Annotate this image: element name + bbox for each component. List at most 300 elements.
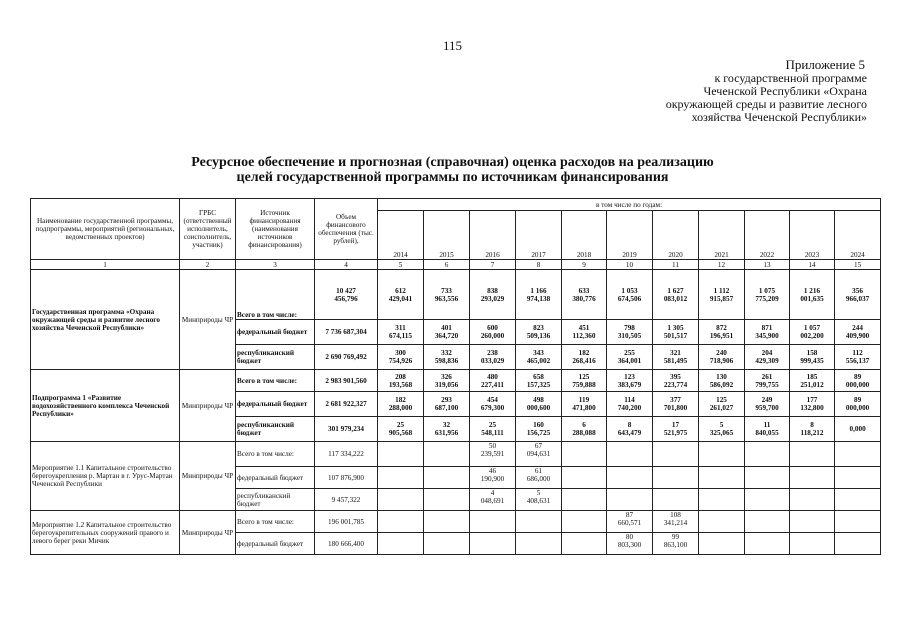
- year-value: [424, 489, 470, 511]
- column-number: 1: [31, 260, 180, 270]
- year-value: [470, 370, 516, 392]
- year-value: [424, 467, 470, 489]
- table-row: [31, 270, 881, 320]
- cell-value-part: 498: [533, 396, 544, 404]
- cell-value-part: 480: [487, 372, 498, 381]
- cell-value-part: 196,951: [709, 332, 734, 340]
- funding-source: федеральный бюджет: [236, 533, 315, 555]
- cell-value-part: 261: [761, 372, 773, 381]
- cell-value-part: 158: [806, 349, 818, 357]
- program-name: Мероприятие 1.1 Капитальное строительство берегоукрепления р. Мартан в г. Урус-Мартан Чеченской Республики: [31, 442, 180, 511]
- year-value: [607, 511, 653, 533]
- year-value: [562, 417, 607, 442]
- year-value: [607, 533, 653, 555]
- cell-value-part: 112,360: [572, 332, 596, 340]
- year-value: [653, 370, 699, 392]
- cell-value-part: 117 334,222: [328, 450, 364, 458]
- funding-source: Всего в том числе:: [236, 442, 315, 467]
- cell-value-part: 001,635: [800, 294, 824, 303]
- year-value: [745, 417, 790, 442]
- year-value: [835, 467, 881, 489]
- funding-source: федеральный бюджет: [236, 467, 315, 489]
- year-value: [562, 392, 607, 417]
- cell-value-part: 1 112: [713, 286, 730, 295]
- cell-value-part: 123: [624, 372, 635, 381]
- year-value: [470, 345, 516, 370]
- cell-value-part: 345,900: [755, 332, 779, 340]
- cell-value-part: 966,037: [845, 294, 870, 303]
- cell-value-part: 25: [396, 421, 405, 429]
- year-value: [378, 417, 424, 442]
- year-value: [699, 320, 745, 345]
- year-value: [562, 345, 607, 370]
- header-year: 2018: [562, 211, 607, 260]
- cell-value-part: 429,309: [755, 357, 779, 365]
- year-value: [470, 417, 516, 442]
- cell-value-part: 132,800: [800, 404, 824, 412]
- cell-value-part: 581,495: [663, 357, 688, 365]
- appendix-line: хозяйства Чеченской Республики»: [691, 110, 867, 124]
- cell-value-part: 548,111: [481, 429, 504, 437]
- column-number: 12: [699, 260, 745, 270]
- cell-value-part: 799,755: [755, 380, 779, 389]
- year-value: [607, 392, 653, 417]
- cell-value-part: 033,029: [480, 357, 505, 365]
- year-value: [516, 417, 562, 442]
- appendix-line: окружающей среды и развитие лесного: [665, 97, 867, 111]
- cell-value-part: 000,000: [845, 380, 870, 389]
- year-value: [745, 345, 790, 370]
- funding-source: Всего в том числе:: [236, 511, 315, 533]
- year-value: [790, 417, 835, 442]
- header-source: Источник финансирования (наименования источников финансирования): [236, 199, 315, 260]
- funding-source: республиканский бюджет: [236, 345, 315, 370]
- cell-value-part: 356: [852, 286, 863, 295]
- year-value: [653, 442, 699, 467]
- column-number: 10: [607, 260, 653, 270]
- year-value: [516, 467, 562, 489]
- year-value: [562, 489, 607, 511]
- column-number: 3: [236, 260, 315, 270]
- cell-value-part: 2 681 922,327: [325, 400, 367, 408]
- column-number: 11: [653, 260, 699, 270]
- cell-value-part: 125: [716, 396, 727, 404]
- header-year: 2020: [653, 211, 699, 260]
- year-value: [562, 533, 607, 555]
- cell-value-part: 87: [625, 511, 634, 519]
- column-number: 2: [180, 260, 236, 270]
- total-volume: [315, 320, 378, 345]
- year-value: [790, 511, 835, 533]
- cell-value-part: 586,092: [709, 380, 734, 389]
- year-value: [424, 533, 470, 555]
- year-value: [835, 320, 881, 345]
- year-value: [745, 392, 790, 417]
- grbs-cell: Минприроды ЧР: [180, 270, 236, 370]
- cell-value-part: 61: [534, 467, 543, 475]
- cell-value-part: 301 979,234: [328, 425, 364, 433]
- cell-value-part: 598,836: [434, 357, 459, 365]
- cell-value-part: 905,568: [388, 429, 413, 437]
- cell-value-part: 803,300: [617, 541, 642, 549]
- year-value: [790, 442, 835, 467]
- cell-value-part: 332: [441, 349, 452, 357]
- total-volume: [315, 370, 378, 392]
- year-value: [516, 270, 562, 320]
- year-value: [790, 489, 835, 511]
- cell-value-part: 643,479: [617, 429, 642, 437]
- cell-value-part: 10 427: [336, 286, 356, 295]
- cell-value-part: 300: [395, 349, 406, 357]
- year-value: [562, 270, 607, 320]
- column-number: 15: [835, 260, 881, 270]
- header-name: Наименование государственной программы, подпрограммы, мероприятий (региональных, ведомственных проектов): [31, 199, 180, 260]
- cell-value-part: 775,209: [755, 294, 779, 303]
- cell-value-part: 255: [624, 349, 635, 357]
- cell-value-part: 094,631: [526, 450, 551, 458]
- year-value: [835, 442, 881, 467]
- year-value: [699, 442, 745, 467]
- program-name: Государственная программа «Охрана окружающей среды и развитие лесного хозяйства Чеченской Республики»: [31, 270, 180, 370]
- cell-value-part: 740,200: [617, 404, 642, 412]
- cell-value-part: 25: [488, 421, 497, 429]
- cell-value-part: 429,041: [388, 294, 413, 303]
- table-row: [31, 442, 881, 467]
- header-year: 2022: [745, 211, 790, 260]
- year-value: [790, 370, 835, 392]
- year-value: [790, 270, 835, 320]
- cell-value-part: 000,600: [526, 404, 551, 412]
- cell-value-part: 872: [716, 324, 727, 332]
- cell-value-part: 8: [627, 421, 632, 429]
- year-value: [653, 320, 699, 345]
- cell-value-part: 114: [624, 396, 635, 404]
- grbs-cell: Минприроды ЧР: [180, 370, 236, 442]
- year-value: [424, 392, 470, 417]
- document-title: [0, 155, 905, 185]
- cell-value-part: 11: [763, 421, 771, 429]
- year-value: [562, 320, 607, 345]
- year-value: [516, 370, 562, 392]
- header-year: 2024: [835, 211, 881, 260]
- year-value: [470, 270, 516, 320]
- year-value: [653, 392, 699, 417]
- cell-value-part: 1 057: [803, 324, 821, 332]
- cell-value-part: 674,506: [617, 294, 642, 303]
- year-value: [653, 467, 699, 489]
- year-value: [745, 533, 790, 555]
- cell-value-part: 238: [487, 349, 498, 357]
- cell-value-part: 383,679: [617, 380, 642, 389]
- year-value: [516, 320, 562, 345]
- year-value: [699, 270, 745, 320]
- year-value: [516, 489, 562, 511]
- cell-value-part: 377: [670, 396, 681, 404]
- cell-value-part: 108: [670, 511, 681, 519]
- year-value: [562, 370, 607, 392]
- year-value: [835, 511, 881, 533]
- cell-value-part: 364,720: [434, 332, 459, 340]
- cell-value-part: 107 876,900: [328, 473, 364, 482]
- cell-value-part: 310,505: [617, 332, 642, 340]
- cell-value-part: 7 736 687,304: [325, 328, 367, 336]
- cell-value-part: 915,857: [709, 294, 734, 303]
- cell-value-part: 288,088: [572, 429, 596, 437]
- cell-value-part: 674,115: [389, 332, 412, 340]
- cell-value-part: 733: [441, 286, 452, 295]
- header-year: 2023: [790, 211, 835, 260]
- cell-value-part: 701,800: [663, 404, 688, 412]
- column-number: 8: [516, 260, 562, 270]
- cell-value-part: 1 053: [621, 286, 638, 295]
- cell-value-part: 1 075: [758, 286, 776, 295]
- year-value: [835, 489, 881, 511]
- header-year: 2014: [378, 211, 424, 260]
- year-value: [378, 467, 424, 489]
- cell-value-part: 465,002: [526, 357, 551, 365]
- cell-value-part: 239,591: [480, 450, 505, 458]
- resource-table: [30, 198, 881, 555]
- title-line: Ресурсное обеспечение и прогнозная (справочная) оценка расходов на реализацию: [191, 155, 714, 170]
- column-number: 4: [315, 260, 378, 270]
- total-volume: [315, 270, 378, 320]
- year-value: [745, 320, 790, 345]
- funding-source: федеральный бюджет: [236, 320, 315, 345]
- year-value: [562, 442, 607, 467]
- total-volume: [315, 467, 378, 489]
- year-value: [790, 320, 835, 345]
- year-value: [699, 511, 745, 533]
- cell-value-part: 401: [441, 324, 452, 332]
- cell-value-part: 119: [578, 396, 590, 404]
- title-line: целей государственной программы по источникам финансирования: [236, 170, 669, 185]
- cell-value-part: 002,200: [800, 332, 824, 340]
- program-name: Мероприятие 1.2 Капитальное строительство берегоукрепительных сооружений правого и левого берег реки Мичик: [31, 511, 180, 555]
- year-value: [470, 467, 516, 489]
- cell-value-part: 8: [810, 421, 814, 429]
- year-value: [745, 270, 790, 320]
- appendix-label: Приложение 5: [785, 57, 865, 72]
- cell-value-part: 1 166: [530, 286, 547, 295]
- cell-value-part: 160: [533, 421, 544, 429]
- year-value: [378, 533, 424, 555]
- cell-value-part: 364,001: [617, 357, 642, 365]
- year-value: [424, 370, 470, 392]
- cell-value-part: 325,065: [709, 429, 734, 437]
- cell-value-part: 048,691: [480, 497, 505, 505]
- year-value: [607, 417, 653, 442]
- cell-value-part: 190,900: [480, 475, 505, 483]
- cell-value-part: 838: [487, 286, 498, 295]
- year-value: [653, 489, 699, 511]
- cell-value-part: 380,776: [572, 294, 596, 303]
- year-value: [378, 392, 424, 417]
- cell-value-part: 240: [716, 349, 727, 357]
- year-value: [470, 533, 516, 555]
- cell-value-part: 612: [395, 286, 406, 295]
- year-value: [699, 417, 745, 442]
- year-value: [470, 320, 516, 345]
- cell-value-part: 89: [853, 372, 862, 381]
- year-value: [835, 533, 881, 555]
- year-value: [378, 442, 424, 467]
- cell-value-part: 157,325: [526, 380, 551, 389]
- year-value: [745, 489, 790, 511]
- cell-value-part: 679,300: [480, 404, 505, 412]
- cell-value-part: 343: [533, 349, 544, 357]
- cell-value-part: 556,137: [845, 357, 870, 365]
- cell-value-part: 261,027: [709, 404, 734, 412]
- cell-value-part: 67: [534, 442, 543, 450]
- cell-value-part: 341,214: [663, 519, 688, 527]
- cell-value-part: 471,800: [572, 404, 596, 412]
- cell-value-part: 083,012: [663, 294, 688, 303]
- cell-value-part: 754,926: [388, 357, 413, 365]
- cell-value-part: 454: [487, 396, 498, 404]
- grbs-cell: Минприроды ЧР: [180, 442, 236, 511]
- cell-value-part: 2 983 901,560: [325, 376, 367, 385]
- cell-value-part: 5: [536, 489, 541, 497]
- cell-value-part: 17: [671, 421, 680, 429]
- cell-value-part: 6: [582, 421, 586, 429]
- cell-value-part: 227,411: [481, 380, 504, 389]
- year-value: [424, 320, 470, 345]
- year-value: [607, 442, 653, 467]
- cell-value-part: 311: [395, 324, 406, 332]
- appendix-description: [607, 72, 867, 124]
- cell-value-part: 293: [441, 396, 452, 404]
- cell-value-part: 686,000: [526, 475, 551, 483]
- year-value: [607, 467, 653, 489]
- year-value: [424, 442, 470, 467]
- year-value: [424, 270, 470, 320]
- cell-value-part: 32: [442, 421, 451, 429]
- cell-value-part: 293,029: [480, 294, 505, 303]
- cell-value-part: 99: [671, 533, 680, 541]
- cell-value-part: 409,900: [845, 332, 870, 340]
- year-value: [607, 370, 653, 392]
- funding-source: федеральный бюджет: [236, 392, 315, 417]
- year-value: [653, 511, 699, 533]
- year-value: [699, 489, 745, 511]
- year-value: [699, 345, 745, 370]
- cell-value-part: 156,725: [526, 429, 551, 437]
- table-row: [31, 511, 881, 533]
- cell-value-part: 863,100: [663, 541, 688, 549]
- header-year: 2017: [516, 211, 562, 260]
- year-value: [378, 489, 424, 511]
- cell-value-part: 125: [578, 372, 590, 381]
- year-value: [378, 320, 424, 345]
- cell-value-part: 50: [488, 442, 497, 450]
- cell-value-part: 204: [761, 349, 773, 357]
- cell-value-part: 633: [578, 286, 590, 295]
- cell-value-part: 687,100: [434, 404, 459, 412]
- cell-value-part: 249: [761, 396, 773, 404]
- cell-value-part: 180 666,400: [328, 539, 364, 548]
- year-value: [378, 270, 424, 320]
- cell-value-part: 974,138: [526, 294, 551, 303]
- cell-value-part: 80: [625, 533, 634, 541]
- column-number: 5: [378, 260, 424, 270]
- cell-value-part: 223,774: [663, 380, 688, 389]
- cell-value-part: 260,000: [480, 332, 505, 340]
- year-value: [699, 533, 745, 555]
- cell-value-part: 2 690 769,492: [325, 353, 367, 361]
- cell-value-part: 658: [533, 372, 544, 381]
- year-value: [424, 345, 470, 370]
- year-value: [653, 345, 699, 370]
- year-value: [790, 467, 835, 489]
- cell-value-part: 631,956: [434, 429, 459, 437]
- cell-value-part: 840,055: [755, 429, 779, 437]
- total-volume: [315, 511, 378, 533]
- year-value: [607, 270, 653, 320]
- cell-value-part: 182: [578, 349, 590, 357]
- year-value: [516, 442, 562, 467]
- year-value: [516, 392, 562, 417]
- year-value: [378, 345, 424, 370]
- cell-value-part: 326: [441, 372, 452, 381]
- cell-value-part: 1 627: [667, 286, 684, 295]
- year-value: [378, 370, 424, 392]
- appendix-line: к государственной программе: [714, 71, 867, 85]
- year-value: [516, 533, 562, 555]
- cell-value-part: 112: [852, 349, 863, 357]
- year-value: [607, 320, 653, 345]
- header-year: 2016: [470, 211, 516, 260]
- cell-value-part: 408,631: [526, 497, 551, 505]
- page-number: 115: [442, 38, 463, 53]
- cell-value-part: 456,796: [334, 294, 358, 303]
- cell-value-part: 196 001,785: [328, 517, 364, 526]
- funding-source: республиканский бюджет: [236, 417, 315, 442]
- funding-source: республиканский бюджет: [236, 489, 315, 511]
- year-value: [835, 370, 881, 392]
- total-volume: [315, 533, 378, 555]
- cell-value-part: 319,056: [434, 380, 459, 389]
- cell-value-part: 9 457,322: [331, 495, 361, 504]
- cell-value-part: 600: [487, 324, 498, 332]
- header-year: 2015: [424, 211, 470, 260]
- cell-value-part: 963,556: [434, 294, 459, 303]
- year-value: [835, 417, 881, 442]
- year-value: [653, 270, 699, 320]
- year-value: [653, 533, 699, 555]
- cell-value-part: 509,136: [526, 332, 551, 340]
- year-value: [562, 511, 607, 533]
- cell-value-part: 177: [806, 396, 818, 404]
- cell-value-part: 999,435: [800, 357, 824, 365]
- cell-value-part: 0,000: [849, 425, 866, 433]
- year-value: [790, 533, 835, 555]
- grbs-cell: Минприроды ЧР: [180, 511, 236, 555]
- year-value: [607, 489, 653, 511]
- year-value: [653, 417, 699, 442]
- cell-value-part: 871: [761, 324, 773, 332]
- cell-value-part: 1 305: [667, 324, 684, 332]
- cell-value-part: 46: [488, 467, 497, 475]
- cell-value-part: 118,212: [800, 429, 824, 437]
- year-value: [470, 511, 516, 533]
- program-name: Подпрограмма 1 «Развитие водохозяйственного комплекса Чеченской Республики»: [31, 370, 180, 442]
- cell-value-part: 521,975: [663, 429, 688, 437]
- header-year: 2021: [699, 211, 745, 260]
- cell-value-part: 501,517: [663, 332, 688, 340]
- year-value: [835, 392, 881, 417]
- year-value: [790, 345, 835, 370]
- year-value: [470, 442, 516, 467]
